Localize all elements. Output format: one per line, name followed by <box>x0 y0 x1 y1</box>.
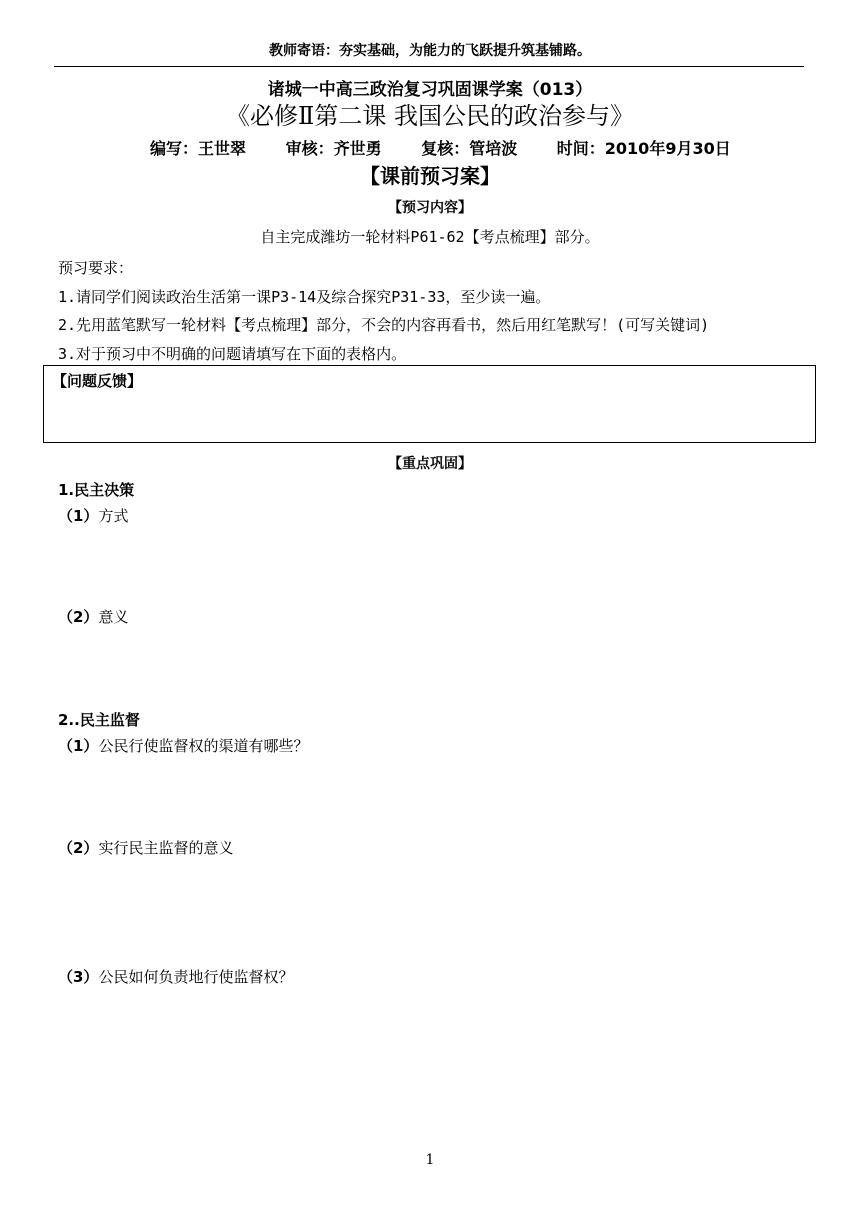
requirement-item: 3.对于预习中不明确的问题请填写在下面的表格内。 <box>58 345 407 363</box>
requirement-item: 1.请同学们阅读政治生活第一课P3-14及综合探究P31-33，至少读一遍。 <box>58 288 551 306</box>
question-heading: 1.民主决策 <box>58 481 135 499</box>
preview-content-title: 【预习内容】 <box>388 200 472 216</box>
question-sub-text: 实行民主监督的意义 <box>98 839 234 857</box>
question-sub-text: 方式 <box>98 507 129 525</box>
credits-line <box>150 136 765 159</box>
question-sub-number: （1） <box>58 737 99 755</box>
requirement-item: 2.先用蓝笔默写一轮材料【考点梳理】部分，不会的内容再看书，然后用红笔默写！(可写关键词) <box>58 316 710 334</box>
question-sub-item <box>58 966 293 987</box>
document-title: 诸城一中高三政治复习巩固课学案（013） <box>267 80 593 100</box>
question-sub-number: （3） <box>58 968 99 986</box>
question-sub-text: 意义 <box>98 608 129 626</box>
question-heading: 2..民主监督 <box>58 711 140 729</box>
credit-rechecker: 复核：管培波 <box>421 139 518 158</box>
question-sub-item <box>58 606 128 627</box>
feedback-label: 【问题反馈】 <box>52 372 143 390</box>
requirements-label: 预习要求： <box>58 259 134 277</box>
question-sub-number: （2） <box>58 608 99 626</box>
feedback-box[interactable] <box>43 365 816 443</box>
header-motto: 教师寄语：夯实基础，为能力的飞跃提升筑基铺路。 <box>269 43 591 59</box>
preview-section-title: 【课前预习案】 <box>360 164 500 188</box>
question-sub-number: （1） <box>58 507 99 525</box>
question-sub-item <box>58 505 128 526</box>
question-sub-item <box>58 735 308 756</box>
preview-content-text: 自主完成潍坊一轮材料P61-62【考点梳理】部分。 <box>260 228 600 246</box>
credit-date: 时间：2010年9月30日 <box>556 139 731 158</box>
question-sub-number: （2） <box>58 839 99 857</box>
credit-author: 编写：王世翠 <box>150 139 247 158</box>
credit-reviewer: 审核：齐世勇 <box>285 139 382 158</box>
review-section-title: 【重点巩固】 <box>388 456 472 472</box>
lesson-title: 《必修Ⅱ第二课 我国公民的政治参与》 <box>226 102 634 130</box>
question-sub-text: 公民如何负责地行使监督权？ <box>98 968 294 986</box>
header-divider <box>54 66 804 67</box>
page-number: 1 <box>425 1152 435 1168</box>
question-sub-text: 公民行使监督权的渠道有哪些？ <box>98 737 309 755</box>
question-sub-item <box>58 837 233 858</box>
